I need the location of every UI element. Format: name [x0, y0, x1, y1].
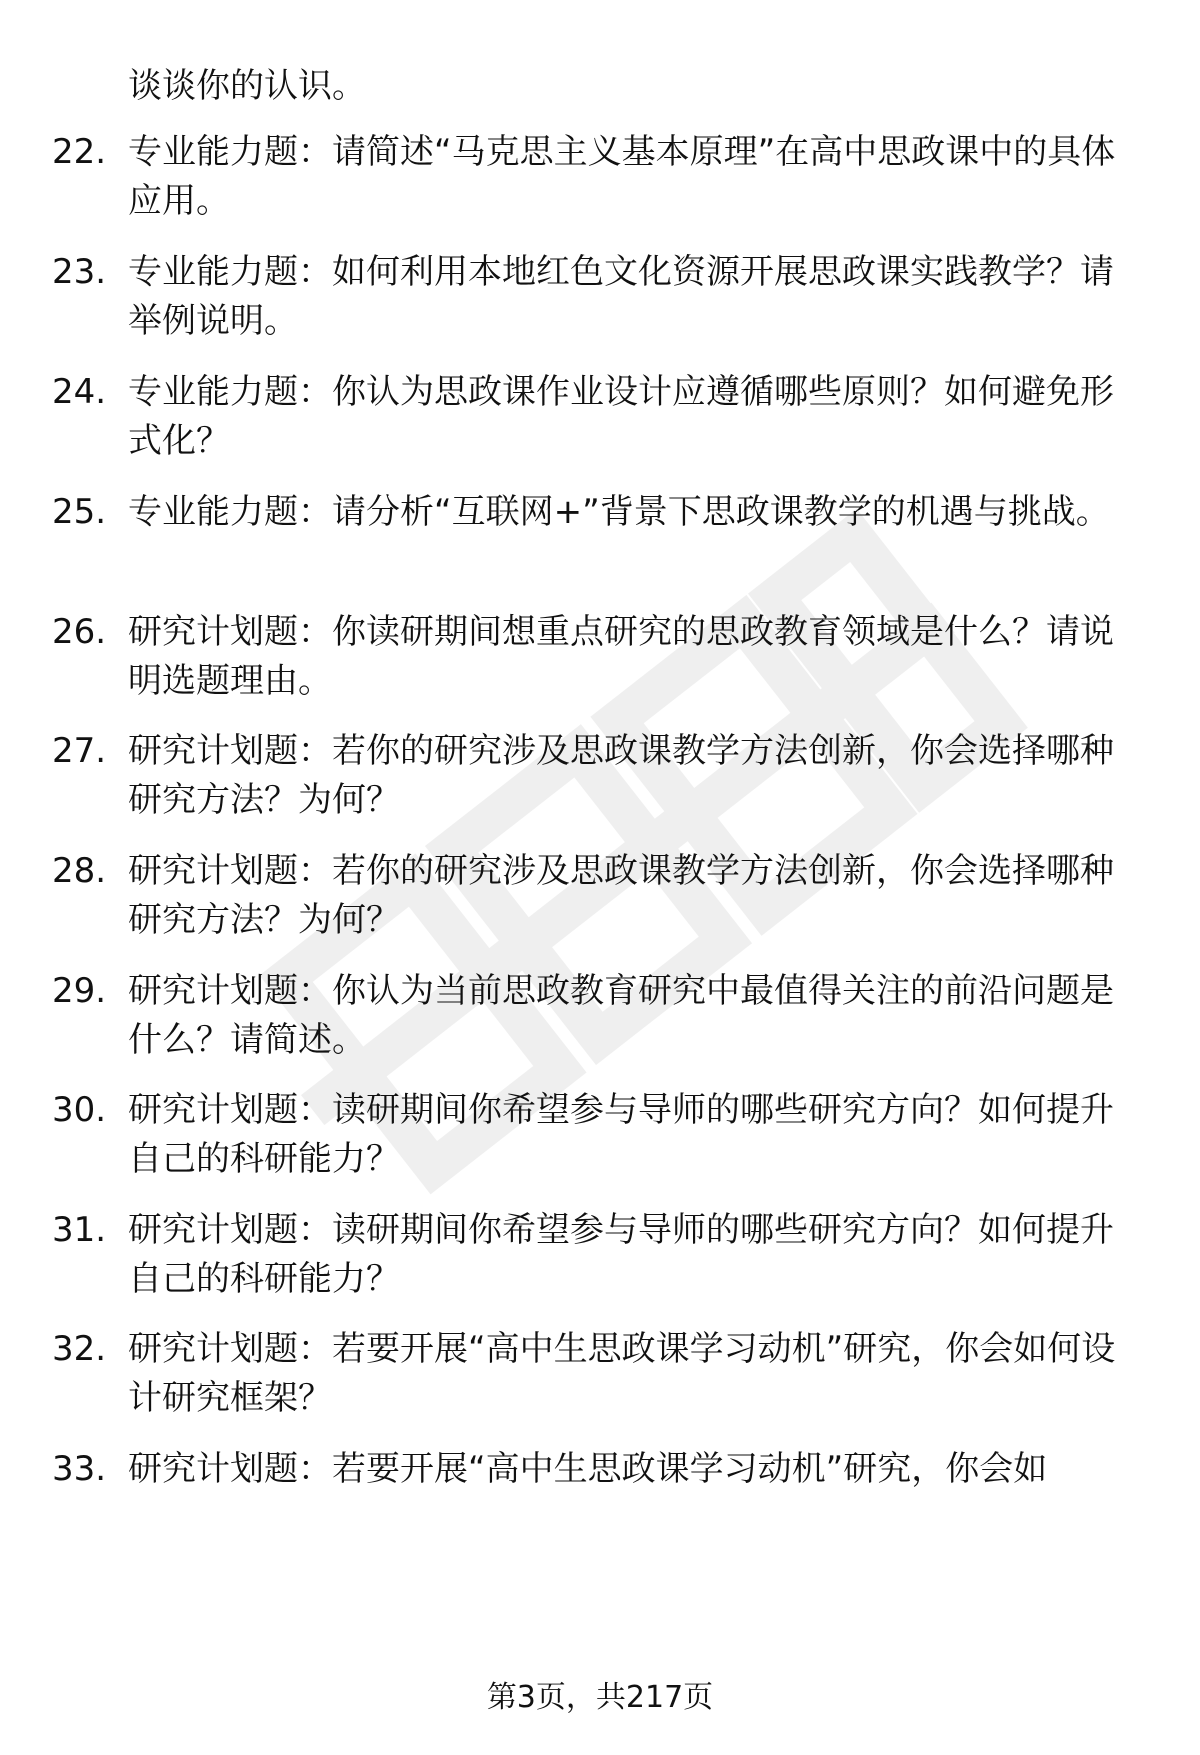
question-text: 研究计划题：你认为当前思政教育研究中最值得关注的前沿问题是什么？请简述。	[128, 971, 1114, 1060]
question-item	[52, 967, 1152, 1065]
question-item	[52, 1206, 1152, 1304]
page-footer: 第3页，共217页	[486, 1680, 714, 1715]
question-item	[52, 1086, 1152, 1184]
question-number: 31.	[52, 1210, 107, 1250]
question-text: 研究计划题：读研期间你希望参与导师的哪些研究方向？如何提升自己的科研能力？	[128, 1210, 1114, 1299]
question-item	[52, 1445, 1152, 1494]
question-item	[52, 488, 1152, 537]
question-text: 研究计划题：若要开展“高中生思政课学习动机”研究，你会如何设计研究框架？	[128, 1329, 1116, 1418]
continuation-text: 谈谈你的认识。	[128, 66, 366, 106]
question-number: 24.	[52, 372, 107, 412]
question-number: 22.	[52, 132, 107, 172]
question-text: 专业能力题：如何利用本地红色文化资源开展思政课实践教学？请举例说明。	[128, 252, 1114, 341]
question-number: 26.	[52, 612, 107, 652]
question-text: 研究计划题：若要开展“高中生思政课学习动机”研究，你会如	[128, 1449, 1048, 1489]
question-text: 研究计划题：若你的研究涉及思政课教学方法创新，你会选择哪种研究方法？为何？	[128, 731, 1114, 820]
question-item	[52, 608, 1152, 706]
question-text: 专业能力题：你认为思政课作业设计应遵循哪些原则？如何避免形式化？	[128, 372, 1114, 461]
question-text: 专业能力题：请分析“互联网+”背景下思政课教学的机遇与挑战。	[128, 492, 1110, 532]
question-text: 专业能力题：请简述“马克思主义基本原理”在高中思政课中的具体应用。	[128, 132, 1116, 221]
question-number: 30.	[52, 1090, 107, 1130]
question-number: 29.	[52, 971, 107, 1011]
question-number: 28.	[52, 851, 107, 891]
question-item	[52, 1325, 1152, 1423]
question-item	[52, 727, 1152, 825]
question-item	[52, 847, 1152, 945]
question-text: 研究计划题：若你的研究涉及思政课教学方法创新，你会选择哪种研究方法？为何？	[128, 851, 1114, 940]
question-number: 33.	[52, 1449, 107, 1489]
question-number: 25.	[52, 492, 107, 532]
question-number: 27.	[52, 731, 107, 771]
question-number: 23.	[52, 252, 107, 292]
question-item	[52, 248, 1152, 346]
question-item	[52, 128, 1152, 226]
question-text: 研究计划题：读研期间你希望参与导师的哪些研究方向？如何提升自己的科研能力？	[128, 1090, 1114, 1179]
question-text: 研究计划题：你读研期间想重点研究的思政教育领域是什么？请说明选题理由。	[128, 612, 1114, 701]
question-item	[52, 368, 1152, 466]
question-number: 32.	[52, 1329, 107, 1369]
